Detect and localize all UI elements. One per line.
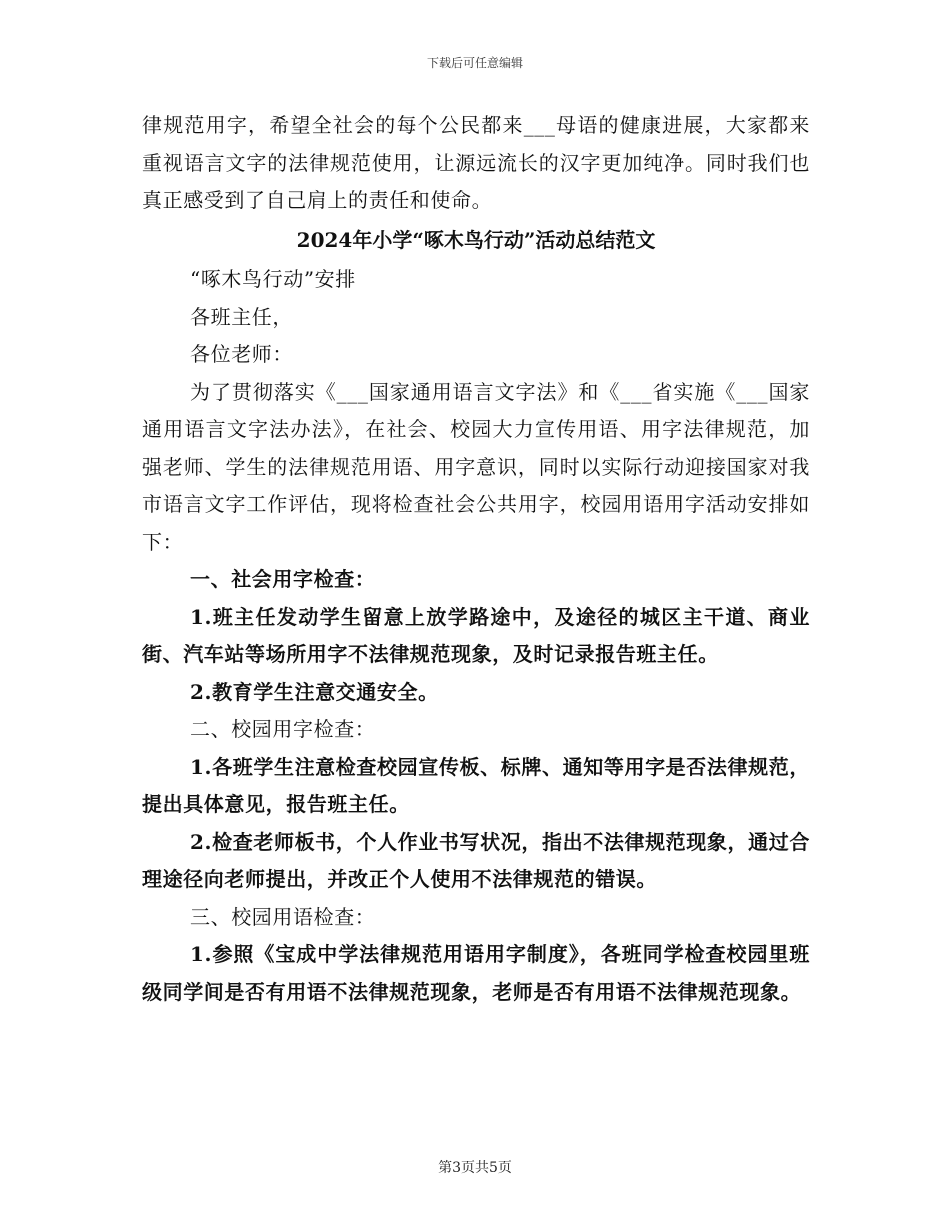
header-note: 下载后可任意编辑 [426,56,523,70]
section-2-item-2: 2.检查老师板书，个人作业书写状况，指出不法律规范现象，通过合理途径向老师提出，并改正个人使用不法律规范的错误。 [142,829,810,891]
greeting-line-2: 各位老师： [190,342,293,366]
document-body [142,107,810,1011]
section-2-item-1: 1.各班学生注意检查校园宣传板、标牌、通知等用字是否法律规范，提出具体意见，报告班主任。 [142,754,810,816]
subtitle: “啄木鸟行动”安排 [190,267,356,291]
document-title: 2024年小学“啄木鸟行动”活动总结范文 [296,227,656,252]
section-2-heading: 二、校园用字检查： [190,717,376,741]
section-3-heading: 三、校园用语检查： [190,904,376,929]
page-indicator: 第3页共5页 [438,1160,512,1176]
intro-paragraph: 律规范用字，希望全社会的每个公民都来___母语的健康进展，大家都来重视语言文字的法律规范使用，让源远流长的汉字更加纯净。同时我们也真正感受到了自己肩上的责任和使命。 [142,113,810,212]
section-1-heading: 一、社会用字检查： [190,567,376,591]
body-paragraph: 为了贯彻落实《___国家通用语言文字法》和《___省实施《___国家通用语言文字法办法》，在社会、校园大力宣传用语、用字法律规范，加强老师、学生的法律规范用语、用字意识，同时以实际行动迎接国家对我市语言文字工作评估，现将检查社会公共用字，校园用语用字活动安排如下： [142,379,810,554]
section-1-item-1: 1.班主任发动学生留意上放学路途中，及途径的城区主干道、商业街、汽车站等场所用字不法律规范现象，及时记录报告班主任。 [142,604,810,666]
section-1-item-2: 2.教育学生注意交通安全。 [190,679,439,704]
greeting-line-1: 各班主任， [190,304,293,329]
section-3-item-1: 1.参照《宝成中学法律规范用语用字制度》，各班同学检查校园里班级同学间是否有用语不法律规范现象，老师是否有用语不法律规范现象。 [142,942,810,1004]
